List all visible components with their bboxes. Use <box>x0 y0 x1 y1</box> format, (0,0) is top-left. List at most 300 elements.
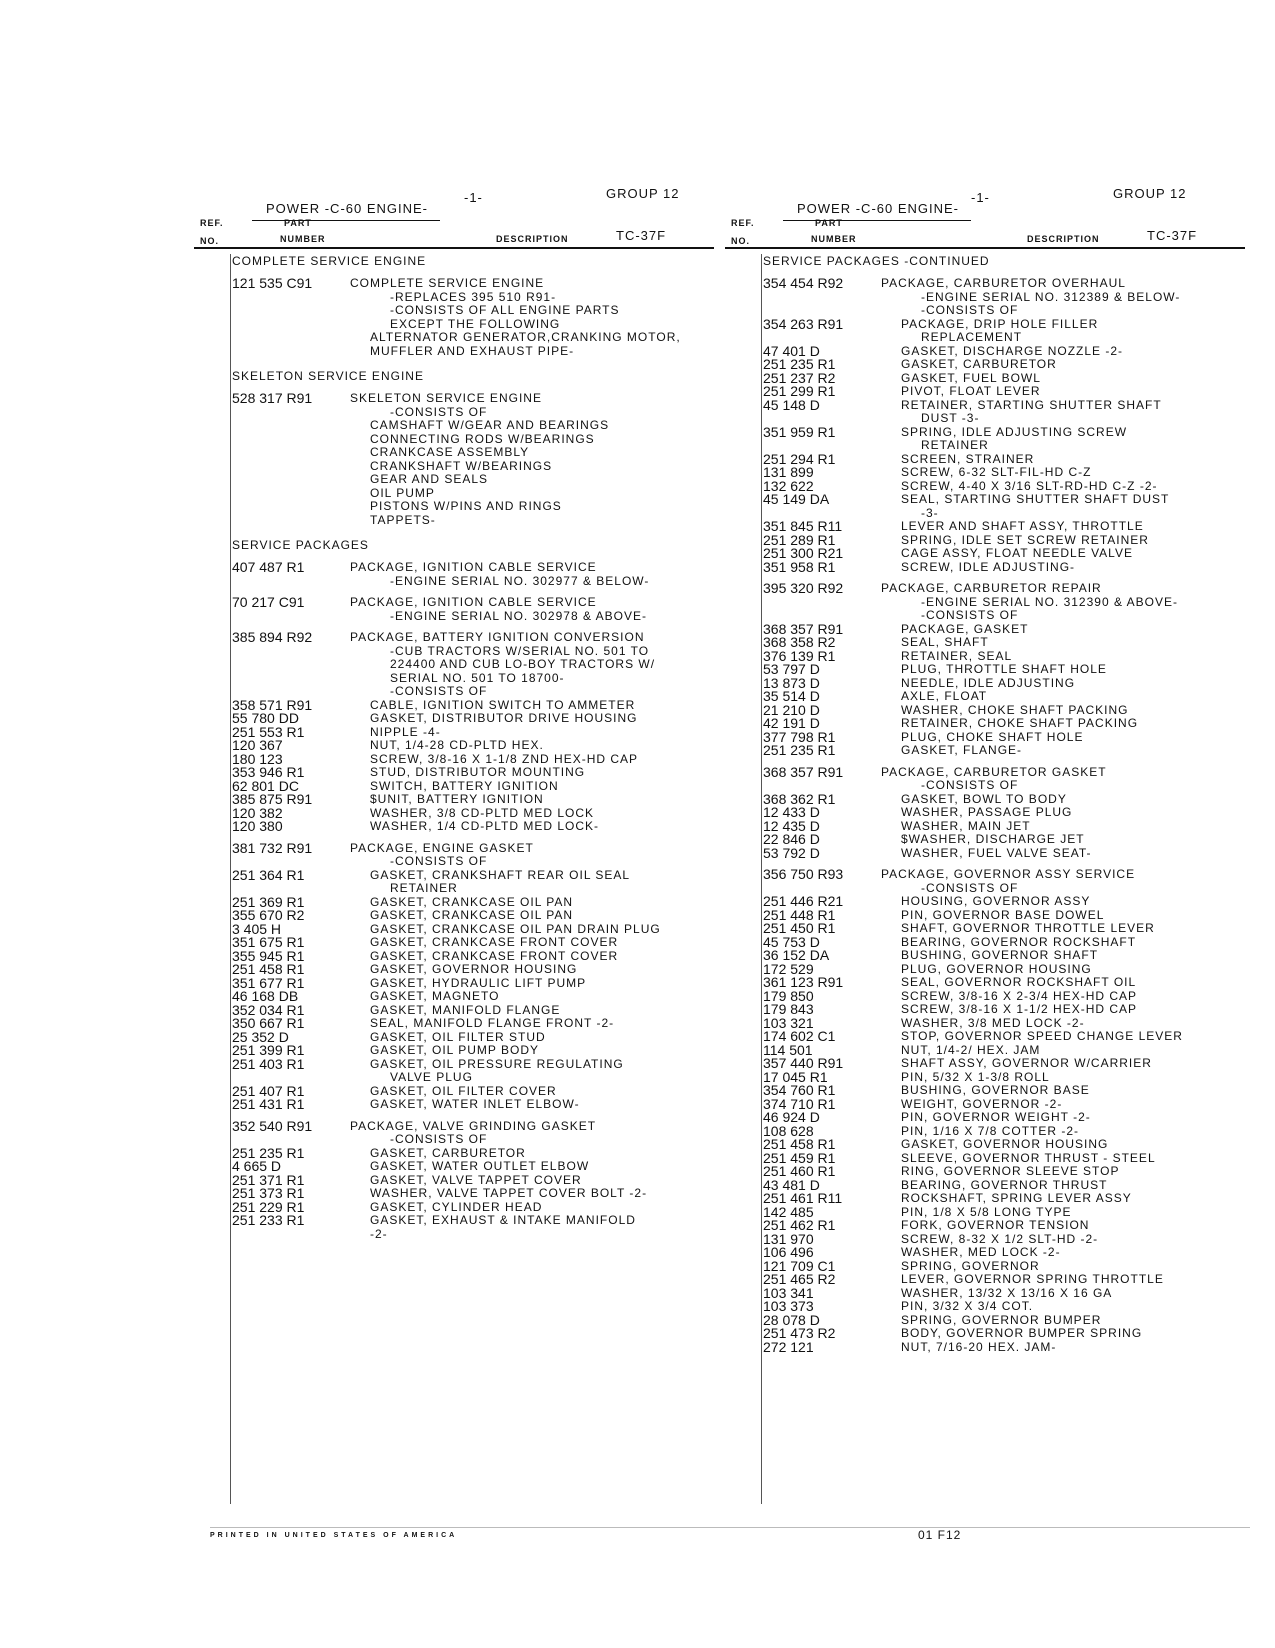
section-heading: COMPLETE SERVICE ENGINE <box>232 254 427 268</box>
part-description: GASKET, GOVERNOR HOUSING <box>901 1137 1109 1151</box>
page-marker: -1- <box>464 190 483 205</box>
part-description: PACKAGE, CARBURETOR OVERHAUL <box>881 276 1126 290</box>
part-number: 172 529 <box>763 960 814 977</box>
part-number: 25 352 D <box>232 1028 289 1045</box>
part-row <box>763 701 1243 718</box>
part-description: GASKET, DISCHARGE NOZZLE -2- <box>901 343 1124 358</box>
part-row <box>763 1257 1243 1274</box>
part-description: GASKET, FUEL BOWL <box>901 370 1041 385</box>
parts-list <box>763 248 1243 1354</box>
part-number: 251 299 R1 <box>763 383 836 399</box>
part-row <box>232 866 712 883</box>
part-number: 251 294 R1 <box>763 450 836 467</box>
part-description: SEAL, STARTING SHUTTER SHAFT DUST <box>901 492 1170 506</box>
right-parts-column <box>733 176 1245 1556</box>
part-number: 368 358 R2 <box>763 634 836 650</box>
part-row <box>232 596 712 610</box>
column-header-number: NUMBER <box>280 234 326 244</box>
part-description: GASKET, BOWL TO BODY <box>901 791 1067 806</box>
part-row <box>763 1111 1243 1125</box>
part-row <box>763 1203 1243 1220</box>
part-number: 120 367 <box>232 737 283 753</box>
part-description: GASKET, OIL FILTER COVER <box>370 1083 557 1098</box>
part-number: 351 959 R1 <box>763 423 836 440</box>
part-number: 354 454 R92 <box>763 275 844 291</box>
parts-group <box>232 596 712 623</box>
part-row <box>232 1001 712 1018</box>
part-row <box>232 974 712 991</box>
part-number: 355 945 R1 <box>232 947 305 964</box>
part-row <box>232 291 712 305</box>
part-row <box>232 575 712 589</box>
part-row <box>232 500 712 514</box>
part-number <box>232 645 350 659</box>
part-description: GEAR AND SEALS <box>370 472 489 486</box>
part-number <box>763 596 881 610</box>
part-number <box>232 473 350 487</box>
part-description: -REPLACES 395 510 R91- <box>390 289 557 304</box>
part-row <box>232 406 712 420</box>
part-description: PACKAGE, IGNITION CABLE SERVICE <box>350 560 597 574</box>
part-row <box>232 1160 712 1174</box>
part-description: PIVOT, FLOAT LEVER <box>901 384 1041 398</box>
part-number <box>232 672 350 686</box>
part-row <box>763 1057 1243 1071</box>
part-description: NUT, 7/16-20 HEX. JAM- <box>901 1339 1057 1354</box>
part-number: 385 875 R91 <box>232 791 313 807</box>
part-number: 103 321 <box>763 1014 814 1031</box>
section-title: POWER -C-60 ENGINE- <box>797 201 960 216</box>
part-row <box>232 1017 712 1031</box>
parts-group <box>232 392 712 527</box>
part-row <box>232 1214 712 1228</box>
part-number: 179 843 <box>763 1001 814 1017</box>
part-number: 251 229 R1 <box>232 1198 305 1215</box>
part-number: 381 732 R91 <box>232 839 313 856</box>
parts-group <box>232 631 712 834</box>
part-row <box>232 473 712 487</box>
section-heading: SERVICE PACKAGES -CONTINUED <box>763 254 990 268</box>
part-description: RETAINER, SEAL <box>901 648 1013 663</box>
part-number <box>232 658 350 672</box>
page-code: 01 F12 <box>918 1528 962 1542</box>
parts-group <box>232 561 712 588</box>
part-row <box>232 460 712 474</box>
part-number: 12 433 D <box>763 804 820 820</box>
part-row <box>763 477 1243 494</box>
part-description: BEARING, GOVERNOR ROCKSHAFT <box>901 934 1137 949</box>
column-header-ref: REF. <box>200 218 224 228</box>
part-description: GASKET, MAGNETO <box>370 989 500 1003</box>
part-description: GASKET, CRANKCASE OIL PAN <box>370 908 574 922</box>
part-number: 131 899 <box>763 464 814 480</box>
part-description: FORK, GOVERNOR TENSION <box>901 1218 1090 1232</box>
part-description: GASKET, OIL FILTER STUD <box>370 1029 546 1044</box>
part-row <box>763 520 1243 534</box>
part-description: PIN, 5/32 X 1-3/8 ROLL <box>901 1069 1050 1084</box>
part-row <box>232 277 712 291</box>
part-description: GASKET, DISTRIBUTOR DRIVE HOUSING <box>370 711 638 725</box>
part-row <box>763 728 1243 745</box>
part-row <box>763 412 1243 426</box>
part-description: -CONSISTS OF <box>921 778 1019 792</box>
part-description: BUSHING, GOVERNOR SHAFT <box>901 948 1099 962</box>
part-description: PACKAGE, BATTERY IGNITION CONVERSION <box>350 630 645 644</box>
part-description: MUFFLER AND EXHAUST PIPE- <box>370 343 575 358</box>
parts-group <box>232 839 712 1112</box>
left-parts-column <box>202 176 714 1556</box>
part-description: $UNIT, BATTERY IGNITION <box>370 792 544 806</box>
part-row <box>763 1030 1243 1044</box>
part-number: 351 675 R1 <box>232 934 305 950</box>
part-description: SCREW, IDLE ADJUSTING- <box>901 559 1076 574</box>
part-number: 350 667 R1 <box>232 1015 305 1031</box>
footer-rule <box>210 1527 1250 1528</box>
part-description: REPLACEMENT <box>921 330 1023 344</box>
part-row <box>763 1165 1243 1179</box>
part-row <box>232 804 712 821</box>
column-header-ref: REF. <box>731 218 755 228</box>
part-number <box>232 500 350 514</box>
part-description: 224400 AND CUB LO-BOY TRACTORS W/ <box>390 657 656 671</box>
part-number: 251 233 R1 <box>232 1212 305 1228</box>
part-description: PACKAGE, GOVERNOR ASSY SERVICE <box>881 867 1136 881</box>
part-row <box>763 1230 1243 1247</box>
part-number: 528 317 R91 <box>232 390 313 406</box>
part-row <box>763 450 1243 467</box>
part-number: 356 750 R93 <box>763 866 844 882</box>
part-description: SEAL, GOVERNOR ROCKSHAFT OIL <box>901 975 1137 989</box>
part-description: -CONSISTS OF <box>390 854 488 868</box>
part-description: -CUB TRACTORS W/SERIAL NO. 501 TO <box>390 643 650 658</box>
part-number: 46 924 D <box>763 1109 820 1125</box>
part-row <box>232 1187 712 1201</box>
part-row <box>763 439 1243 453</box>
part-row <box>763 493 1243 507</box>
part-description: GASKET, WATER INLET ELBOW- <box>370 1097 580 1111</box>
part-row <box>763 717 1243 731</box>
part-number: 120 380 <box>232 818 283 834</box>
part-number <box>232 419 350 433</box>
part-description: VALVE PLUG <box>390 1070 473 1084</box>
part-description: -ENGINE SERIAL NO. 302977 & BELOW- <box>390 573 650 588</box>
part-number: 251 371 R1 <box>232 1171 305 1188</box>
part-description: SCREW, 3/8-16 X 1-1/2 HEX-HD CAP <box>901 1002 1138 1016</box>
part-description: GASKET, CYLINDER HEAD <box>370 1199 543 1214</box>
part-number: 353 946 R1 <box>232 764 305 780</box>
part-row <box>763 466 1243 480</box>
part-description: -ENGINE SERIAL NO. 312389 & BELOW- <box>921 289 1181 304</box>
part-description: GASKET, CRANKCASE OIL PAN <box>370 894 574 909</box>
part-number <box>232 1228 350 1242</box>
part-description: ALTERNATOR GENERATOR,CRANKING MOTOR, <box>370 330 681 344</box>
group-label: GROUP 12 <box>1113 186 1187 201</box>
part-description: SCREEN, STRAINER <box>901 451 1035 466</box>
part-description: AXLE, FLOAT <box>901 689 988 703</box>
column-header-ref-no: NO. <box>731 236 751 246</box>
part-number: 376 139 R1 <box>763 647 836 664</box>
part-number <box>232 460 350 474</box>
part-description: PISTONS W/PINS AND RINGS <box>370 499 562 513</box>
part-row <box>232 1228 712 1242</box>
part-row <box>763 1014 1243 1031</box>
part-number <box>232 331 350 345</box>
part-description: PIN, 3/32 X 3/4 COT. <box>901 1299 1034 1313</box>
part-number: 131 970 <box>763 1230 814 1247</box>
part-description: GASKET, CRANKSHAFT REAR OIL SEAL <box>370 867 631 882</box>
part-number: 13 873 D <box>763 674 820 691</box>
part-number: 17 045 R1 <box>763 1068 828 1085</box>
part-number: 251 300 R21 <box>763 545 844 561</box>
part-description: SEAL, MANIFOLD FLANGE FRONT -2- <box>370 1016 615 1030</box>
part-number: 377 798 R1 <box>763 728 836 745</box>
part-row <box>232 392 712 406</box>
part-row <box>232 947 712 964</box>
part-number: 120 382 <box>232 804 283 821</box>
part-row <box>763 358 1243 372</box>
part-description: BODY, GOVERNOR BUMPER SPRING <box>901 1326 1143 1340</box>
part-description: RETAINER <box>921 438 989 452</box>
part-description: GASKET, CRANKCASE FRONT COVER <box>370 948 619 963</box>
part-number: 45 753 D <box>763 933 820 950</box>
part-description: RETAINER, CHOKE SHAFT PACKING <box>901 716 1139 730</box>
part-row <box>763 558 1243 575</box>
part-number <box>232 575 350 589</box>
part-row <box>232 723 712 740</box>
part-description: NIPPLE -4- <box>370 724 441 739</box>
part-row <box>232 304 712 318</box>
part-row <box>232 712 712 726</box>
part-description: GASKET, WATER OUTLET ELBOW <box>370 1159 590 1173</box>
part-number: 352 034 R1 <box>232 1001 305 1018</box>
part-number: 35 514 D <box>763 688 820 704</box>
model-code: TC-37F <box>616 228 667 243</box>
part-description: WASHER, MAIN JET <box>901 818 1031 833</box>
part-description: RETAINER, STARTING SHUTTER SHAFT <box>901 397 1162 412</box>
part-description: GASKET, CRANKCASE FRONT COVER <box>370 935 619 949</box>
part-description: -2- <box>370 1226 388 1241</box>
part-row <box>763 744 1243 758</box>
part-number: 251 237 R2 <box>763 369 836 386</box>
part-number: 132 622 <box>763 477 814 494</box>
part-row <box>763 369 1243 386</box>
part-description: RETAINER <box>390 881 458 895</box>
part-number: 251 235 R1 <box>763 356 836 372</box>
part-description: GASKET, MANIFOLD FLANGE <box>370 1002 561 1017</box>
part-row <box>232 1117 712 1134</box>
part-row <box>763 315 1243 332</box>
part-number <box>232 610 350 624</box>
part-number: 251 459 R1 <box>763 1149 836 1166</box>
part-row <box>763 790 1243 807</box>
part-row <box>763 674 1243 691</box>
part-description: GASKET, HYDRAULIC LIFT PUMP <box>370 975 587 990</box>
column-header-number: NUMBER <box>811 234 857 244</box>
part-row <box>763 647 1243 664</box>
part-number: 174 602 C1 <box>763 1028 836 1044</box>
part-row <box>232 855 712 869</box>
part-description: WEIGHT, GOVERNOR -2- <box>901 1096 1063 1111</box>
part-description: CABLE, IGNITION SWITCH TO AMMETER <box>370 697 636 712</box>
part-description: LEVER, GOVERNOR SPRING THROTTLE <box>901 1272 1164 1286</box>
part-row <box>763 1273 1243 1287</box>
part-row <box>232 1055 712 1072</box>
part-number <box>232 514 350 528</box>
part-row <box>232 882 712 896</box>
part-number: 251 235 R1 <box>763 742 836 758</box>
part-row <box>763 396 1243 413</box>
part-row <box>763 833 1243 847</box>
part-number: 251 431 R1 <box>232 1096 305 1112</box>
part-row <box>232 1198 712 1215</box>
part-number: 354 263 R91 <box>763 315 844 332</box>
ref-column-divider <box>761 254 762 1504</box>
part-row <box>763 817 1243 834</box>
part-number: 42 191 D <box>763 715 820 731</box>
part-row <box>763 1003 1243 1017</box>
part-description: WASHER, VALVE TAPPET COVER BOLT -2- <box>370 1186 648 1200</box>
part-number: 368 362 R1 <box>763 790 836 807</box>
part-row <box>232 839 712 856</box>
part-number: 106 496 <box>763 1244 814 1260</box>
part-description: GASKET, FLANGE- <box>901 743 1023 757</box>
part-number: 368 357 R91 <box>763 763 844 780</box>
part-description: GASKET, GOVERNOR HOUSING <box>370 962 578 976</box>
part-number: 355 670 R2 <box>232 907 305 923</box>
part-number: 251 369 R1 <box>232 893 305 910</box>
part-row <box>232 658 712 672</box>
part-number: 251 458 R1 <box>763 1136 836 1152</box>
part-number <box>232 433 350 447</box>
part-number: 385 894 R92 <box>232 629 313 645</box>
part-row <box>232 446 712 460</box>
part-description: CRANKCASE ASSEMBLY <box>370 445 530 459</box>
part-row <box>232 793 712 807</box>
section-heading: SERVICE PACKAGES <box>232 538 369 552</box>
part-row <box>232 318 712 332</box>
part-row <box>232 909 712 923</box>
part-description: ROCKSHAFT, SPRING LEVER ASSY <box>901 1191 1132 1205</box>
part-number: 47 401 D <box>763 342 820 359</box>
part-description: PIN, 1/16 X 7/8 COTTER -2- <box>901 1123 1080 1138</box>
parts-group <box>763 763 1243 861</box>
part-number: 251 373 R1 <box>232 1185 305 1201</box>
part-number: 407 487 R1 <box>232 559 305 575</box>
part-description: PIN, 1/8 X 5/8 LONG TYPE <box>901 1204 1072 1219</box>
part-description: PACKAGE, IGNITION CABLE SERVICE <box>350 595 597 609</box>
part-row <box>763 1068 1243 1085</box>
part-description: GASKET, CARBURETOR <box>901 357 1057 371</box>
part-row <box>232 1044 712 1058</box>
part-row <box>763 547 1243 561</box>
part-description: -CONSISTS OF <box>390 404 488 419</box>
part-description: SERIAL NO. 501 TO 18700- <box>390 670 565 685</box>
part-row <box>763 423 1243 440</box>
part-row <box>763 868 1243 882</box>
part-number: 142 485 <box>763 1203 814 1220</box>
part-description: SCREW, 8-32 X 1/2 SLT-HD -2- <box>901 1231 1099 1246</box>
part-description: PACKAGE, ENGINE GASKET <box>350 840 534 855</box>
part-number: 251 364 R1 <box>232 866 305 883</box>
parts-list <box>232 248 712 1241</box>
part-description: WASHER, FUEL VALVE SEAT- <box>901 845 1092 860</box>
part-description: SHAFT ASSY, GOVERNOR W/CARRIER <box>901 1056 1152 1070</box>
part-row <box>763 844 1243 861</box>
part-number: 251 407 R1 <box>232 1082 305 1099</box>
part-row <box>232 739 712 753</box>
section-heading: SKELETON SERVICE ENGINE <box>232 369 424 383</box>
part-description: BUSHING, GOVERNOR BASE <box>901 1083 1090 1097</box>
part-row <box>763 1219 1243 1233</box>
part-row <box>763 987 1243 1004</box>
part-number: 70 217 C91 <box>232 594 305 610</box>
part-row <box>763 582 1243 596</box>
part-description: CAGE ASSY, FLOAT NEEDLE VALVE <box>901 546 1133 560</box>
part-description: TAPPETS- <box>370 512 436 527</box>
parts-group <box>763 277 1243 574</box>
part-description: PACKAGE, VALVE GRINDING GASKET <box>350 1118 597 1133</box>
part-description: NUT, 1/4-28 CD-PLTD HEX. <box>370 738 544 752</box>
part-number: 121 535 C91 <box>232 275 313 291</box>
part-number: 251 235 R1 <box>232 1144 305 1161</box>
part-description: PIN, GOVERNOR BASE DOWEL <box>901 907 1105 922</box>
column-header-ref-no: NO. <box>200 236 220 246</box>
part-row <box>232 419 712 433</box>
part-number: 3 405 H <box>232 920 282 937</box>
part-description: STOP, GOVERNOR SPEED CHANGE LEVER <box>901 1029 1183 1043</box>
part-row <box>763 663 1243 677</box>
part-row <box>763 1138 1243 1152</box>
part-number: 22 846 D <box>763 831 820 847</box>
part-number: 251 403 R1 <box>232 1055 305 1072</box>
part-number <box>763 291 881 305</box>
part-row <box>232 936 712 950</box>
part-number <box>232 487 350 501</box>
part-row <box>232 1082 712 1099</box>
part-row <box>232 820 712 834</box>
column-header-part: PART <box>284 218 312 228</box>
part-row <box>763 1084 1243 1098</box>
part-description: SPRING, GOVERNOR BUMPER <box>901 1312 1102 1327</box>
column-header-description: DESCRIPTION <box>1027 234 1100 244</box>
part-description: PACKAGE, GASKET <box>901 621 1029 636</box>
part-row <box>232 696 712 713</box>
part-row <box>763 620 1243 637</box>
part-description: CRANKSHAFT W/BEARINGS <box>370 458 553 473</box>
part-row <box>232 1071 712 1085</box>
part-number: 358 571 R91 <box>232 696 313 713</box>
part-row <box>763 976 1243 990</box>
part-description: DUST -3- <box>921 411 980 425</box>
part-number: 395 320 R92 <box>763 580 844 596</box>
part-description: RING, GOVERNOR SLEEVE STOP <box>901 1164 1120 1178</box>
part-description: BEARING, GOVERNOR THRUST <box>901 1177 1108 1192</box>
part-row <box>763 342 1243 359</box>
part-row <box>232 433 712 447</box>
part-row <box>232 514 712 528</box>
part-description: SCREW, 4-40 X 3/16 SLT-RD-HD C-Z -2- <box>901 478 1158 493</box>
part-description: PACKAGE, CARBURETOR REPAIR <box>881 581 1102 595</box>
part-description: OIL PUMP <box>370 485 435 500</box>
part-row <box>763 1192 1243 1206</box>
part-row <box>232 766 712 780</box>
part-number: 43 481 D <box>763 1176 820 1193</box>
part-description: COMPLETE SERVICE ENGINE <box>350 276 545 290</box>
column-header-part: PART <box>815 218 843 228</box>
part-row <box>763 895 1243 909</box>
part-row <box>763 1246 1243 1260</box>
part-description: SHAFT, GOVERNOR THROTTLE LEVER <box>901 921 1155 935</box>
